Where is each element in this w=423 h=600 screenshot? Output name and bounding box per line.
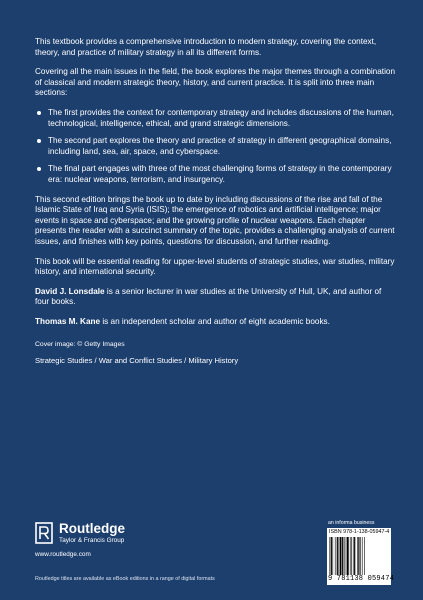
barcode-bar [337,537,338,575]
list-item: The first provides the context for contemporary strategy and includes discussions of the human, technological, intelligence, ethical, and grand strategic dimensions. [35,108,397,129]
bullet-icon [37,167,41,171]
publisher-logo [35,519,195,559]
barcode-bar [362,537,363,575]
author-bio: Thomas M. Kane is an independent scholar and author of eight academic books. [35,316,330,326]
informa-tagline: an informa business [328,520,375,526]
audience-paragraph: This book will be essential reading for upper-level students of strategic studies, war studies, military history, and international security. [35,256,395,277]
barcode-bar [360,537,361,575]
barcode-bar [330,537,331,575]
barcode-bar [347,537,349,575]
list-item: The second part explores the theory and practice of strategy in different geographical domains, including land, sea, air, space, and cyberspace. [35,136,397,157]
barcode-bar [353,537,354,575]
barcode-bar [335,537,336,575]
author-name: David J. Lonsdale [35,286,105,296]
barcode-bar [357,537,358,575]
bullet-icon [37,139,41,143]
routledge-r-icon [35,522,53,544]
barcode-bar [342,537,343,575]
isbn-label: ISBN 978-1-138-05947-4 [329,529,390,535]
subject-categories: Strategic Studies / War and Conflict Studies / Military History [35,356,239,366]
barcode-bar [333,537,334,575]
isbn-barcode-block [327,528,395,585]
intro-paragraph: This textbook provides a comprehensive introduction to modern strategy, covering the context, theory, and practice of military strategy in all its different forms. [35,37,377,57]
author-name: Thomas M. Kane [35,316,101,326]
overview-paragraph: Covering all the main issues in the field, the book explores the major themes through a combination of classical and modern strategic theory, history, and current practice. It is split into three main sections: [35,67,395,98]
barcode-bar [331,537,332,575]
barcode [329,537,389,575]
barcode-bar [351,537,352,575]
publisher-group: Taylor & Francis Group [59,537,125,544]
cover-credit: Cover image: © Getty Images [35,341,125,349]
list-item: The final part engages with three of the most challenging forms of strategy in the contemporary era: nuclear weapons, terrorism, and insurgency. [35,164,397,185]
barcode-bar [350,537,351,575]
publisher-name: Routledge [59,521,125,536]
ebook-note: Routledge titles are available as eBook editions in a range of digital formats [35,576,215,582]
section-list [35,108,397,186]
author-bio: David J. Lonsdale is a senior lecturer in war studies at the University of Hull, UK, and author of four books. [35,286,382,307]
barcode-bar [358,537,359,575]
barcode-bar [344,537,345,575]
barcode-bar [339,537,340,575]
barcode-bar [364,537,365,575]
second-edition-paragraph: This second edition brings the book up to date by including discussions of the rise and fall of the Islamic State of Iraq and Syria (ISIS); the emergence of robotics and artificial intelligence; major events in space and cyberspace; and the growing profile of nuclear weapons. Each chapter presents the reader with a succinct summary of the topic, provides a challenging analysis of current issues, and finishes with key points, questions for discussion, and further reading. [35,194,395,246]
publisher-url: www.routledge.com [35,551,91,558]
barcode-bar [346,537,347,575]
bullet-icon [37,111,41,115]
barcode-bar [354,537,355,575]
isbn-digits: 9 781138 059474 [328,575,395,583]
back-cover-text [35,37,397,365]
barcode-bar [340,537,342,575]
